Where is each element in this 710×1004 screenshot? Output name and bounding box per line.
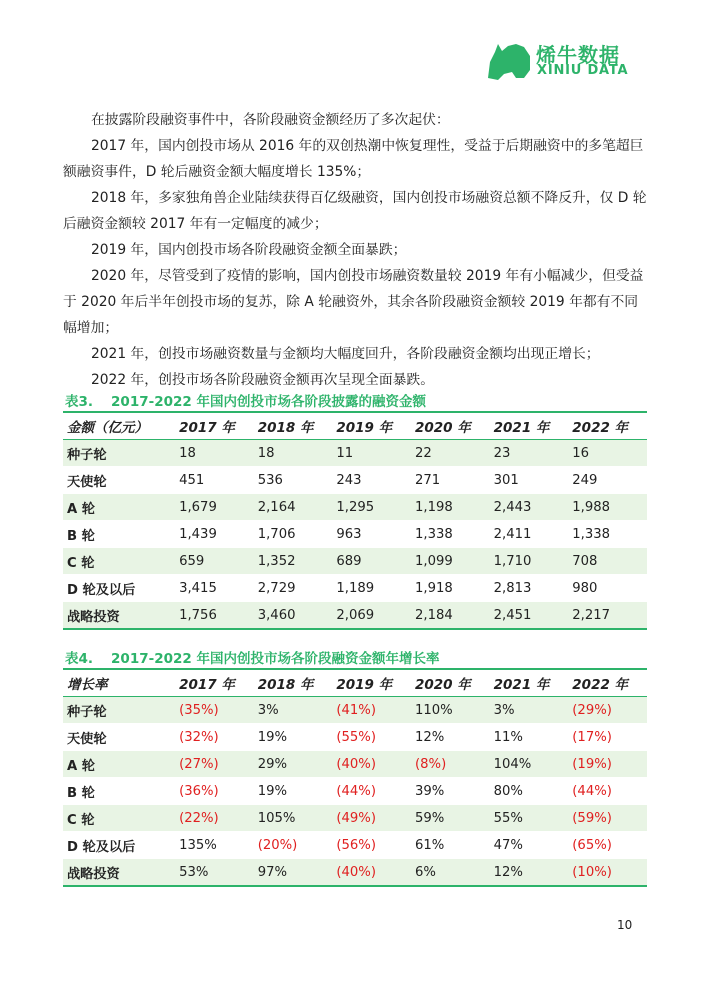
table-cell: 110%: [411, 697, 490, 724]
table-cell: 2,164: [254, 494, 333, 521]
column-header-year: 2017 年: [175, 670, 254, 697]
table-cell: 536: [254, 467, 333, 494]
row-header-stage: 种子轮: [63, 440, 175, 467]
table-cell: (59%): [568, 805, 647, 832]
paragraph-2017: 2017 年，国内创投市场从 2016 年的双创热潮中恢复理性，受益于后期融资中的多笔超巨额融资事件，D 轮后融资金额大幅度增长 135%；: [63, 138, 644, 180]
table-cell: 1,988: [568, 494, 647, 521]
table-cell: 2,411: [490, 521, 569, 548]
brand-name-cn: 烯牛数据: [536, 43, 620, 67]
column-header-year: 2017 年: [175, 413, 254, 440]
paragraph-intro: 在披露阶段融资事件中，各阶段融资金额经历了多次起伏：: [91, 112, 450, 128]
table-cell: 61%: [411, 832, 490, 859]
table-label: 表3.: [65, 394, 94, 410]
table-cell: 23: [490, 440, 569, 467]
table-row: [63, 440, 647, 467]
table-cell: 1,706: [254, 521, 333, 548]
table-cell: 249: [568, 467, 647, 494]
row-header-stage: 战略投资: [63, 859, 175, 887]
table-row: [63, 602, 647, 630]
table-cell: 1,710: [490, 548, 569, 575]
paragraph-2020: 2020 年，尽管受到了疫情的影响，国内创投市场融资数量较 2019 年有小幅减少，但受益于 2020 年后半年创投市场的复苏，除 A 轮融资外，其余各阶段融资金额较 2019 年都有不同幅增加；: [63, 268, 644, 336]
row-header-stage: 天使轮: [63, 467, 175, 494]
table-cell: 708: [568, 548, 647, 575]
table-cell: (56%): [332, 832, 411, 859]
table-cell: (40%): [332, 751, 411, 778]
table-cell: 2,729: [254, 575, 333, 602]
table-cell: (40%): [332, 859, 411, 887]
table-cell: 689: [332, 548, 411, 575]
table-cell: 3%: [490, 697, 569, 724]
table-cell: 1,352: [254, 548, 333, 575]
row-header-stage: D 轮及以后: [63, 832, 175, 859]
table-cell: 980: [568, 575, 647, 602]
table-cell: 1,679: [175, 494, 254, 521]
column-header-year: 2021 年: [490, 670, 569, 697]
table-cell: (32%): [175, 724, 254, 751]
table-cell: 1,295: [332, 494, 411, 521]
row-header-stage: D 轮及以后: [63, 575, 175, 602]
column-header-year: 2018 年: [254, 413, 333, 440]
table-cell: 659: [175, 548, 254, 575]
table-cell: 1,099: [411, 548, 490, 575]
table-cell: 1,918: [411, 575, 490, 602]
column-header-stage: 增长率: [63, 670, 175, 697]
column-header-year: 2020 年: [411, 413, 490, 440]
table-cell: (44%): [332, 778, 411, 805]
table-cell: (29%): [568, 697, 647, 724]
table-cell: (36%): [175, 778, 254, 805]
table-cell: (22%): [175, 805, 254, 832]
table-cell: (20%): [254, 832, 333, 859]
table-cell: 2,813: [490, 575, 569, 602]
column-header-year: 2022 年: [568, 413, 647, 440]
rhino-logo-icon: [486, 40, 532, 82]
table-cell: 53%: [175, 859, 254, 887]
table-cell: 2,069: [332, 602, 411, 630]
table-cell: 29%: [254, 751, 333, 778]
table-cell: (35%): [175, 697, 254, 724]
table-row: [63, 697, 647, 724]
table-cell: (17%): [568, 724, 647, 751]
column-header-stage: 金额（亿元）: [63, 413, 175, 440]
paragraph-2018: 2018 年，多家独角兽企业陆续获得百亿级融资，国内创投市场融资总额不降反升，仅 D 轮后融资金额较 2017 年有一定幅度的减少；: [63, 190, 647, 232]
table-cell: 135%: [175, 832, 254, 859]
table-cell: 105%: [254, 805, 333, 832]
column-header-year: 2019 年: [332, 670, 411, 697]
row-header-stage: A 轮: [63, 494, 175, 521]
column-header-year: 2019 年: [332, 413, 411, 440]
brand-name-en: XINIU DATA: [537, 63, 629, 78]
table-cell: 55%: [490, 805, 569, 832]
table-cell: 18: [254, 440, 333, 467]
table-cell: 243: [332, 467, 411, 494]
table-row: [63, 859, 647, 887]
table-cell: (41%): [332, 697, 411, 724]
table-title: 2017-2022 年国内创投市场各阶段融资金额年增长率: [111, 651, 440, 667]
row-header-stage: C 轮: [63, 805, 175, 832]
table-cell: (8%): [411, 751, 490, 778]
paragraph-2022: 2022 年，创投市场各阶段融资金额再次呈现全面暴跌。: [91, 372, 435, 388]
table-row: [63, 724, 647, 751]
table-cell: 16: [568, 440, 647, 467]
table-cell: 3%: [254, 697, 333, 724]
table-cell: 39%: [411, 778, 490, 805]
table-row: [63, 751, 647, 778]
table-cell: 104%: [490, 751, 569, 778]
row-header-stage: 天使轮: [63, 724, 175, 751]
column-header-year: 2021 年: [490, 413, 569, 440]
table-cell: 80%: [490, 778, 569, 805]
table-cell: 1,439: [175, 521, 254, 548]
table-cell: (10%): [568, 859, 647, 887]
table-cell: 2,451: [490, 602, 569, 630]
table-cell: 3,460: [254, 602, 333, 630]
table-cell: 97%: [254, 859, 333, 887]
paragraph-2019: 2019 年，国内创投市场各阶段融资金额全面暴跌；: [91, 242, 407, 258]
table-caption: [63, 646, 647, 670]
table-cell: 11: [332, 440, 411, 467]
column-header-year: 2022 年: [568, 670, 647, 697]
table-cell: 12%: [490, 859, 569, 887]
row-header-stage: B 轮: [63, 778, 175, 805]
table-cell: 19%: [254, 724, 333, 751]
table-cell: 451: [175, 467, 254, 494]
table-row: [63, 467, 647, 494]
table-cell: 271: [411, 467, 490, 494]
table-cell: 22: [411, 440, 490, 467]
table-cell: (27%): [175, 751, 254, 778]
table-row: [63, 494, 647, 521]
table-row: [63, 548, 647, 575]
page-number: 10: [617, 918, 633, 932]
table-cell: 12%: [411, 724, 490, 751]
row-header-stage: 战略投资: [63, 602, 175, 630]
table-row: [63, 805, 647, 832]
table-cell: 1,198: [411, 494, 490, 521]
table-cell: 1,338: [411, 521, 490, 548]
table-cell: 59%: [411, 805, 490, 832]
data-table: [63, 413, 647, 630]
table-cell: (44%): [568, 778, 647, 805]
table-cell: 2,184: [411, 602, 490, 630]
column-header-year: 2020 年: [411, 670, 490, 697]
data-table: [63, 670, 647, 887]
table-growth-rate: [63, 646, 647, 887]
brand-logo: [486, 36, 656, 84]
table-cell: 2,217: [568, 602, 647, 630]
table-cell: 301: [490, 467, 569, 494]
table-cell: (65%): [568, 832, 647, 859]
table-header-row: [63, 670, 647, 697]
row-header-stage: B 轮: [63, 521, 175, 548]
table-row: [63, 832, 647, 859]
table-caption: [63, 389, 647, 413]
row-header-stage: C 轮: [63, 548, 175, 575]
paragraph-2021: 2021 年，创投市场融资数量与金额均大幅度回升，各阶段融资金额均出现正增长；: [91, 346, 600, 362]
table-header-row: [63, 413, 647, 440]
table-cell: (49%): [332, 805, 411, 832]
table-cell: 3,415: [175, 575, 254, 602]
table-cell: (19%): [568, 751, 647, 778]
table-cell: 47%: [490, 832, 569, 859]
table-cell: 2,443: [490, 494, 569, 521]
table-cell: 19%: [254, 778, 333, 805]
table-row: [63, 521, 647, 548]
table-row: [63, 575, 647, 602]
table-cell: 11%: [490, 724, 569, 751]
table-cell: 1,756: [175, 602, 254, 630]
column-header-year: 2018 年: [254, 670, 333, 697]
table-cell: (55%): [332, 724, 411, 751]
table-cell: 6%: [411, 859, 490, 887]
table-cell: 1,189: [332, 575, 411, 602]
table-label: 表4.: [65, 651, 94, 667]
table-funding-amount: [63, 389, 647, 630]
row-header-stage: A 轮: [63, 751, 175, 778]
table-row: [63, 778, 647, 805]
table-cell: 1,338: [568, 521, 647, 548]
table-cell: 963: [332, 521, 411, 548]
row-header-stage: 种子轮: [63, 697, 175, 724]
table-title: 2017-2022 年国内创投市场各阶段披露的融资金额: [111, 394, 426, 410]
table-cell: 18: [175, 440, 254, 467]
